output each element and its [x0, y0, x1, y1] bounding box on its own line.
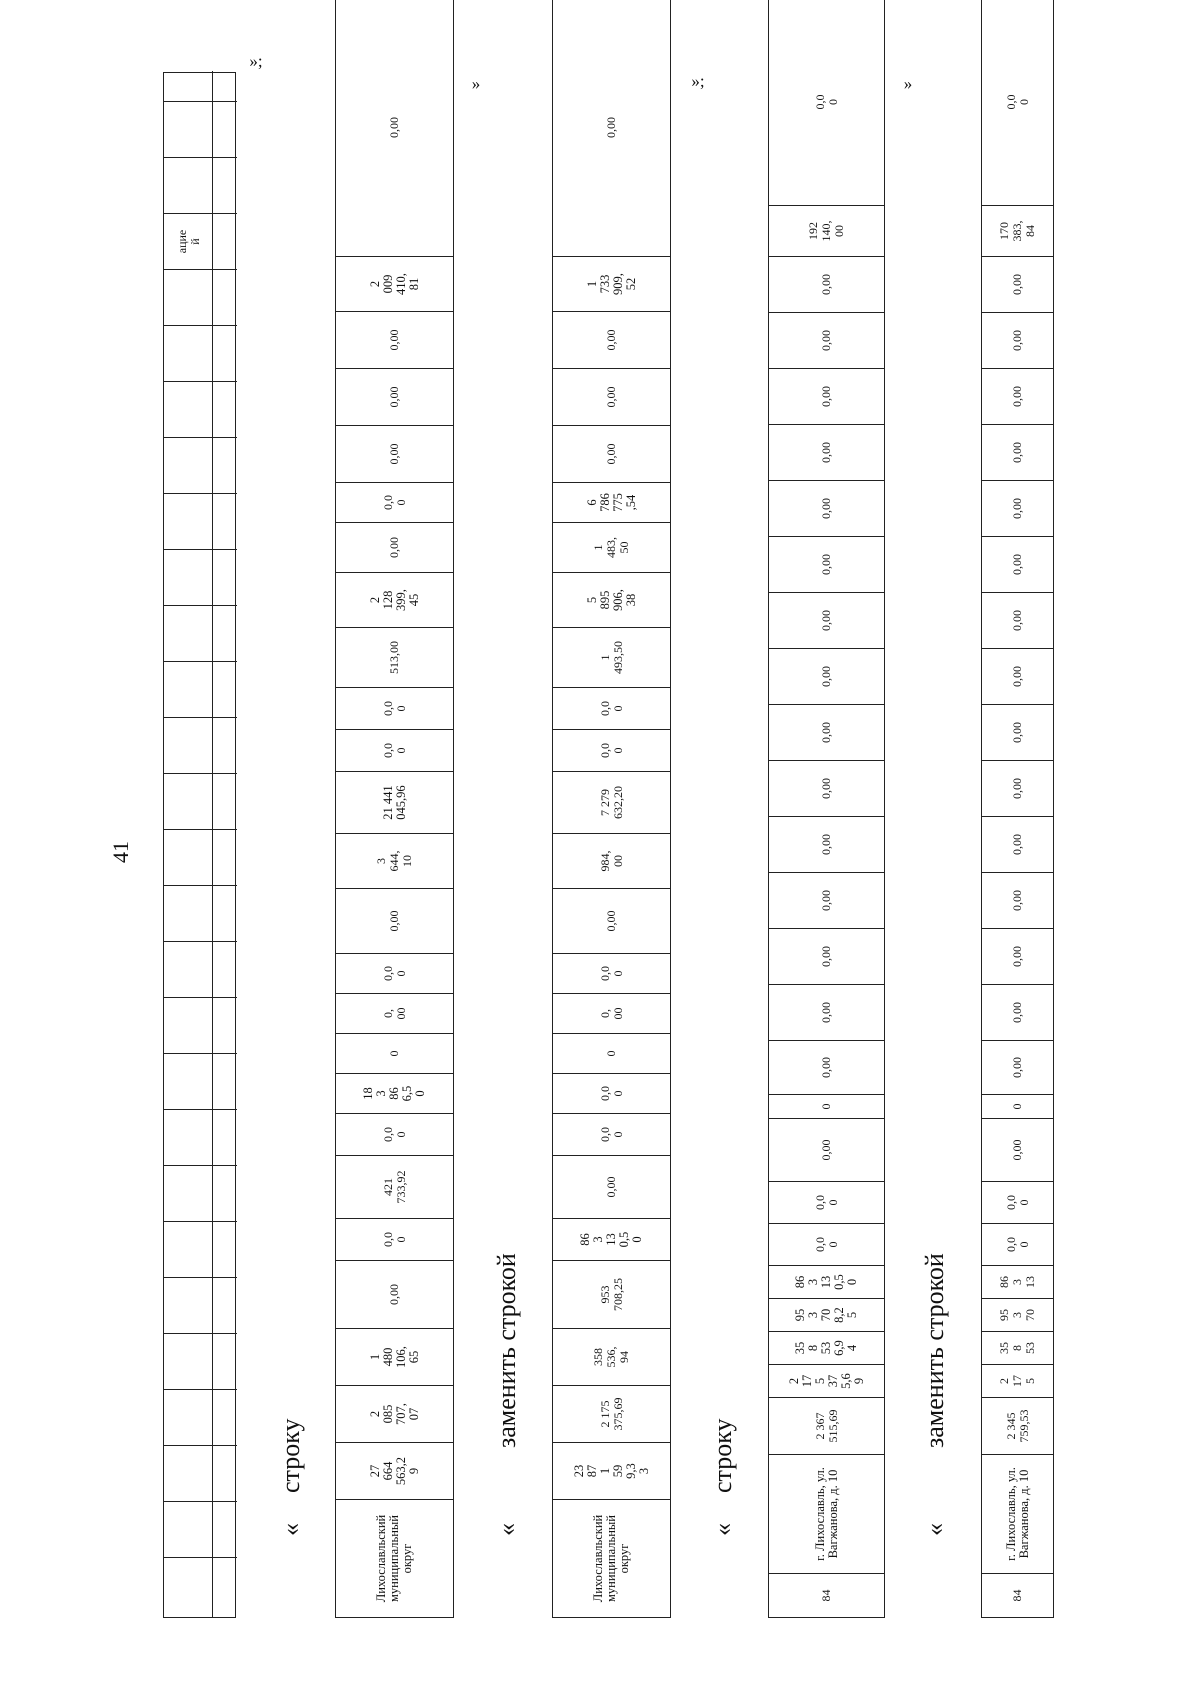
header-blank-cell-top	[164, 43, 213, 101]
table-cell: 84	[769, 1573, 884, 1617]
table-cell: 358 536, 94	[553, 1328, 670, 1385]
table-cell: 86 3 13 0,5 0	[553, 1218, 670, 1260]
header-blank-cell	[213, 381, 237, 437]
header-blank-cell	[213, 605, 237, 661]
table-cell: 0, 00	[553, 993, 670, 1033]
table-cell: 0,00	[336, 1260, 453, 1328]
table-cell: 0,0 0	[812, 94, 840, 110]
table-cell: 0,0 0	[336, 687, 453, 729]
table-cell: 0,00	[769, 928, 884, 984]
table-cell: 86 3 13	[982, 1265, 1053, 1298]
table-cell: 0,0 0	[336, 1218, 453, 1260]
header-fragment-text: ацие й	[164, 213, 213, 269]
header-blank-cell	[213, 717, 237, 773]
table-cell: 0,0 0	[336, 729, 453, 771]
table-cell: 170 383, 84	[982, 205, 1053, 256]
table-cell: 0,0 0	[982, 1223, 1053, 1265]
table-cell: 2 009 410, 81	[336, 256, 453, 311]
table-cell: 0,00	[769, 312, 884, 368]
table-cell: 0,0 0	[982, 1181, 1053, 1223]
table-cell: 84	[982, 1573, 1053, 1617]
header-blank-cell-top	[164, 1389, 213, 1445]
header-blank-cell-top	[164, 1557, 213, 1617]
table-cell: 0,00	[769, 424, 884, 480]
top-closing-quote: »;	[249, 51, 263, 71]
header-blank-cell-top	[164, 717, 213, 773]
table-cell: 0,0 0	[553, 729, 670, 771]
table-cell: 0	[982, 1094, 1053, 1118]
header-blank-cell	[213, 1277, 237, 1333]
label-zamenit-1: заменить строкой	[492, 1253, 521, 1448]
header-blank-cell	[213, 493, 237, 549]
table-cell: 0,00	[769, 1118, 884, 1181]
table-cell: 0, 00	[336, 993, 453, 1033]
header-blank-cell	[213, 997, 237, 1053]
header-blank-cell-top	[164, 325, 213, 381]
table-cell: 0,00	[336, 522, 453, 572]
table-cell: 0	[336, 1033, 453, 1073]
header-blank-cell-top	[164, 1277, 213, 1333]
table-cell: 1 733 909, 52	[553, 256, 670, 311]
table-cell: 35 8 53 6,9 4	[769, 1331, 884, 1364]
table-cell: 1 493,50	[553, 627, 670, 687]
table-cell: 0,00	[553, 311, 670, 368]
header-blank-cell-top	[164, 1053, 213, 1109]
header-blank-cell	[213, 661, 237, 717]
table-cell: 86 3 13 0,5 0	[769, 1265, 884, 1298]
table-cell: 0,0 0	[553, 953, 670, 993]
table-cell: 0,00	[336, 888, 453, 953]
table-cell: 0,00	[604, 117, 618, 138]
table-cell: 0,00	[769, 368, 884, 424]
table-cell: 2 367 515,69	[769, 1397, 884, 1454]
table-cell: 0,00	[769, 984, 884, 1040]
table-cell: 0,00	[769, 1040, 884, 1094]
header-blank-cell-top	[164, 493, 213, 549]
table-cell: 0,00	[769, 256, 884, 312]
header-blank-cell	[213, 1221, 237, 1277]
table-section-2	[552, 0, 671, 1618]
closing-quote-2: »;	[691, 71, 705, 91]
table-cell: 0,00	[982, 256, 1053, 312]
table-cell: 0,00	[982, 424, 1053, 480]
table-cell: 2 128 399, 45	[336, 572, 453, 627]
table-cell: 0,00	[982, 872, 1053, 928]
table-cell: 1 483, 50	[553, 522, 670, 572]
table-cell: 0,00	[982, 1118, 1053, 1181]
table-cell: 513,00	[336, 627, 453, 687]
header-blank-cell	[213, 1501, 237, 1557]
table-cell: 95 3 70	[982, 1298, 1053, 1331]
header-blank-cell	[213, 549, 237, 605]
header-blank-cell	[213, 1333, 237, 1389]
header-blank-cell	[213, 885, 237, 941]
table-cell: 0,00	[553, 1155, 670, 1218]
table-cell: 21 441 045,96	[336, 771, 453, 833]
header-blank-cell	[213, 1445, 237, 1501]
table-cell: 0,0 0	[769, 1181, 884, 1223]
table-cell: г. Лихославль, ул. Вагжанова, д. 10	[769, 1454, 884, 1573]
table-cell: 0,00	[336, 425, 453, 482]
table-cell: 6 786 775 ,54	[553, 482, 670, 522]
label-prefix-quote-4: «	[920, 1523, 949, 1536]
table-cell: 0,0 0	[336, 953, 453, 993]
header-blank-cell-top	[164, 1333, 213, 1389]
table-cell: 0,0 0	[1003, 94, 1031, 110]
table-cell: 2 17 5 37 5,6 9	[769, 1364, 884, 1397]
table-section-1	[335, 0, 454, 1618]
header-blank-cell-top	[164, 157, 213, 213]
header-blank-cell	[213, 157, 237, 213]
table-cell: 0,00	[769, 704, 884, 760]
header-blank-cell	[213, 213, 237, 269]
header-blank-cell-top	[164, 773, 213, 829]
header-blank-cell-top	[164, 1445, 213, 1501]
table-cell: 0,00	[982, 760, 1053, 816]
table-cell: 23 87 1 59 9,3 3	[553, 1442, 670, 1499]
table-cell: 2 345 759,53	[982, 1397, 1053, 1454]
table-cell: 0	[769, 1094, 884, 1118]
table-cell: 0,00	[982, 536, 1053, 592]
label-zamenit-2: заменить строкой	[920, 1253, 949, 1448]
table-cell: 0,00	[769, 816, 884, 872]
page-number: 41	[108, 841, 133, 863]
table-cell: 18 3 86 6,5 0	[336, 1073, 453, 1113]
table-cell: 0,00	[982, 592, 1053, 648]
closing-quote-3: »	[903, 73, 913, 93]
table-cell: 0,00	[769, 872, 884, 928]
table-cell: 95 3 70 8,2 5	[769, 1298, 884, 1331]
table-cell: 0,00	[982, 928, 1053, 984]
header-blank-cell-top	[164, 101, 213, 157]
table-cell: 2 085 707, 07	[336, 1385, 453, 1442]
table-cell: 2 17 5	[982, 1364, 1053, 1397]
label-stroku-2: строку	[708, 1418, 737, 1493]
label-prefix-quote-1: «	[276, 1523, 305, 1536]
table-cell: 27 664 563,2 9	[336, 1442, 453, 1499]
table-cell: 0,00	[769, 648, 884, 704]
table-cell: 0,00	[769, 592, 884, 648]
table-cell: 0,0 0	[553, 1113, 670, 1155]
table-cell: 0,00	[769, 760, 884, 816]
header-blank-cell	[213, 941, 237, 997]
table-cell: 0,00	[769, 536, 884, 592]
header-blank-cell-top	[164, 549, 213, 605]
table-cell: Лихославльский муниципальный округ	[336, 1499, 453, 1617]
table-cell: Лихославльский муниципальный округ	[553, 1499, 670, 1617]
header-blank-cell-top	[164, 1109, 213, 1165]
table-cell: 0,00	[982, 368, 1053, 424]
table-cell: г. Лихославль, ул. Вагжанова, д. 10	[982, 1454, 1053, 1573]
header-blank-cell	[213, 1165, 237, 1221]
table-cell: 0,00	[982, 1040, 1053, 1094]
table-cell: 0,00	[769, 480, 884, 536]
table-cell: 0,0 0	[553, 1073, 670, 1113]
header-blank-cell	[213, 1557, 237, 1617]
header-blank-cell-top	[164, 661, 213, 717]
table-cell: 984, 00	[553, 833, 670, 888]
header-blank-cell	[213, 1389, 237, 1445]
table-cell: 421 733,92	[336, 1155, 453, 1218]
header-blank-cell-top	[164, 1165, 213, 1221]
table-cell: 0,00	[336, 368, 453, 425]
table-cell: 0,00	[553, 368, 670, 425]
table-cell: 5 895 906, 38	[553, 572, 670, 627]
table-cell: 0,00	[982, 312, 1053, 368]
table-cell: 0,0 0	[336, 1113, 453, 1155]
header-blank-cell-top	[164, 997, 213, 1053]
table-cell: 0,00	[387, 117, 401, 138]
header-blank-cell	[213, 101, 237, 157]
header-blank-cell-top	[164, 1221, 213, 1277]
table-cell: 953 708,25	[553, 1260, 670, 1328]
header-blank-cell	[213, 1109, 237, 1165]
table-cell: 0,00	[982, 648, 1053, 704]
table-cell: 0,00	[553, 888, 670, 953]
table-cell: 0,00	[982, 704, 1053, 760]
table-cell: 7 279 632,20	[553, 771, 670, 833]
table-cell: 0,00	[982, 480, 1053, 536]
header-blank-cell-top	[164, 829, 213, 885]
header-blank-cell-top	[164, 269, 213, 325]
header-blank-cell	[213, 829, 237, 885]
table-cell: 192 140, 00	[769, 205, 884, 256]
label-prefix-quote-2: «	[492, 1523, 521, 1536]
table-cell: 2 175 375,69	[553, 1385, 670, 1442]
table-cell: 1 480 106, 65	[336, 1328, 453, 1385]
table-section-3	[768, 0, 885, 1618]
table-cell: 0,00	[982, 816, 1053, 872]
table-cell: 3 644, 10	[336, 833, 453, 888]
header-blank-cell-top	[164, 605, 213, 661]
header-blank-cell	[213, 773, 237, 829]
header-blank-cell	[213, 269, 237, 325]
table-cell: 0,0 0	[769, 1223, 884, 1265]
header-blank-cell-top	[164, 437, 213, 493]
label-stroku-1: строку	[276, 1418, 305, 1493]
table-section-4	[981, 0, 1054, 1618]
header-blank-cell-top	[164, 941, 213, 997]
header-blank-cell	[213, 1053, 237, 1109]
header-blank-cell-top	[164, 885, 213, 941]
header-blank-cell-top	[164, 1501, 213, 1557]
label-prefix-quote-3: «	[708, 1523, 737, 1536]
table-cell: 35 8 53	[982, 1331, 1053, 1364]
header-blank-cell-top	[164, 381, 213, 437]
table-cell: 0	[553, 1033, 670, 1073]
header-blank-cell	[213, 43, 237, 101]
table-cell: 0,00	[336, 311, 453, 368]
table-cell: 0,00	[982, 984, 1053, 1040]
table-cell: 0,0 0	[553, 687, 670, 729]
header-blank-cell	[213, 437, 237, 493]
header-table-fragment	[163, 72, 236, 1618]
table-cell: 0,00	[553, 425, 670, 482]
header-blank-cell	[213, 325, 237, 381]
closing-quote-1: »	[471, 73, 481, 93]
table-cell: 0,0 0	[336, 482, 453, 522]
